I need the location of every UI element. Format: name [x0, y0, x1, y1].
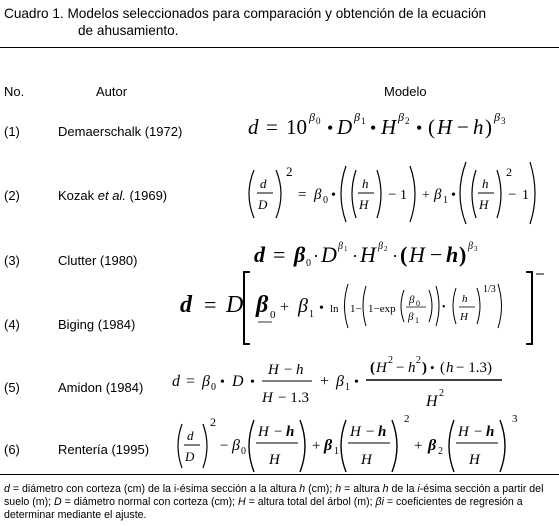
svg-text:β: β [309, 110, 315, 124]
svg-text:1: 1 [400, 188, 407, 203]
svg-text:H: H [361, 452, 372, 468]
row-2-number: (2) [4, 188, 20, 203]
svg-text:1: 1 [522, 188, 529, 203]
svg-text:•: • [416, 118, 423, 138]
svg-text:H: H [268, 362, 279, 378]
svg-text:H: H [409, 242, 425, 267]
svg-text:•: • [319, 301, 324, 316]
table-caption [4, 5, 556, 39]
svg-text:1: 1 [309, 309, 314, 320]
svg-text:−: − [388, 187, 397, 203]
row-1-author: Demaerschalk (1972) [58, 124, 183, 139]
svg-text:H: H [437, 115, 453, 139]
svg-text:1: 1 [344, 245, 348, 253]
svg-text:+: + [312, 438, 321, 454]
equation-4 [180, 268, 550, 348]
svg-text:β: β [378, 241, 383, 252]
svg-text:−: − [396, 360, 405, 376]
svg-text:2: 2 [404, 413, 410, 425]
svg-text:h: h [378, 424, 387, 440]
svg-text:0: 0 [416, 299, 420, 308]
svg-text:h: h [408, 360, 416, 376]
svg-text:d: d [254, 242, 265, 267]
svg-text:=: = [273, 242, 286, 267]
svg-text:(: ( [370, 360, 375, 376]
svg-text:h: h [286, 424, 295, 440]
svg-text:H: H [258, 424, 269, 440]
svg-text:(: ( [440, 360, 445, 376]
svg-text:h: h [482, 176, 489, 191]
svg-text:β: β [314, 187, 322, 203]
svg-text:1: 1 [334, 446, 339, 457]
svg-text:H: H [262, 390, 273, 406]
svg-text:0: 0 [306, 258, 311, 269]
svg-text:d: d [187, 428, 194, 443]
row-3-number: (3) [4, 253, 20, 268]
svg-text:0: 0 [211, 382, 216, 393]
row-1-number: (1) [4, 124, 20, 139]
svg-text:0: 0 [241, 446, 246, 457]
svg-text:h: h [486, 424, 495, 440]
svg-text:β: β [434, 187, 442, 203]
svg-text:D: D [185, 449, 195, 464]
svg-text:•: • [331, 188, 336, 203]
svg-text:D: D [258, 197, 268, 212]
header-modelo: Modelo [384, 84, 427, 99]
svg-text:(: ( [428, 115, 435, 139]
svg-text:h: h [362, 176, 369, 191]
svg-text:·: · [392, 246, 398, 266]
svg-text:0: 0 [270, 309, 276, 321]
svg-text:−: − [457, 115, 469, 139]
svg-text:•: • [220, 375, 225, 390]
svg-text:•: • [370, 118, 377, 138]
svg-text:1−exp: 1−exp [368, 303, 396, 315]
svg-text:2: 2 [384, 245, 388, 253]
svg-text:H: H [469, 452, 480, 468]
top-rule [0, 47, 559, 48]
svg-text:β: β [336, 373, 344, 390]
svg-text:2: 2 [210, 415, 216, 429]
svg-text:2: 2 [506, 165, 512, 179]
svg-text:− 1.3: − 1.3 [278, 390, 309, 406]
svg-text:−: − [284, 362, 293, 378]
svg-text:D: D [321, 242, 337, 267]
svg-text:2: 2 [286, 164, 293, 179]
svg-text:10: 10 [286, 115, 307, 139]
svg-text:β: β [409, 294, 415, 306]
svg-text:β: β [428, 437, 437, 454]
svg-text:): ) [485, 115, 492, 139]
svg-text:1: 1 [443, 195, 448, 206]
svg-text:): ) [459, 242, 467, 267]
svg-text:H: H [458, 424, 469, 440]
svg-text:0: 0 [316, 116, 321, 126]
svg-text:•: • [442, 302, 446, 313]
svg-text:h: h [446, 242, 459, 267]
svg-text:−: − [430, 242, 443, 267]
svg-text:1−: 1− [350, 303, 362, 315]
equation-5 [166, 352, 550, 414]
svg-text:+: + [280, 299, 290, 316]
svg-text:1: 1 [345, 382, 350, 393]
svg-text:H: H [460, 311, 468, 323]
svg-text:β: β [468, 241, 473, 252]
svg-text:D: D [226, 292, 244, 318]
footnote: d = diámetro con corteza (cm) de la i-ésima sección a la altura h (cm); h = altura h de la i-ésima sección a partir del suelo (m); D = diámetro normal con corteza (cm); H = altura total del árbol (m); βi = coeficientes de regresión a determinar mediante el ajuste. [4, 483, 544, 521]
svg-text:β: β [298, 295, 308, 317]
svg-text:2: 2 [438, 446, 443, 457]
svg-text:2: 2 [416, 355, 421, 366]
svg-text:•: • [430, 360, 435, 375]
svg-text:3: 3 [512, 413, 518, 425]
equation-3 [240, 232, 540, 272]
svg-text:h: h [462, 293, 468, 305]
svg-text:d: d [248, 115, 259, 139]
svg-text:d: d [172, 373, 180, 390]
svg-text:=: = [186, 373, 196, 390]
row-3-author: Clutter (1980) [58, 253, 138, 268]
svg-text:β: β [354, 110, 360, 124]
svg-text:+: + [422, 188, 430, 203]
equation-1 [240, 104, 540, 144]
svg-text:2: 2 [405, 116, 410, 126]
svg-text:•: • [354, 375, 359, 390]
svg-text:β: β [202, 373, 210, 390]
svg-text:ln: ln [330, 303, 339, 315]
svg-text:h: h [473, 115, 484, 139]
svg-text:H: H [376, 360, 387, 376]
svg-text:H: H [426, 393, 438, 410]
row-6-number: (6) [4, 442, 20, 457]
svg-text:+: + [414, 438, 423, 454]
equation-6 [170, 412, 554, 474]
svg-text:·: · [313, 246, 319, 266]
svg-text:=: = [266, 115, 278, 139]
svg-text:3: 3 [501, 116, 506, 126]
caption-line-2: de ahusamiento. [78, 23, 179, 38]
header-autor: Autor [96, 84, 128, 99]
row-6-author: Rentería (1995) [58, 442, 150, 457]
svg-text:): ) [422, 360, 427, 376]
svg-text:β: β [494, 110, 500, 124]
row-5-author: Amidon (1984) [58, 380, 144, 395]
svg-text:−: − [508, 187, 517, 203]
svg-text:=: = [204, 292, 217, 317]
svg-text:d: d [260, 176, 267, 191]
svg-text:3: 3 [474, 245, 478, 253]
svg-text:− 1.3): − 1.3) [456, 360, 492, 376]
svg-text:H: H [479, 197, 489, 212]
svg-text:0: 0 [323, 195, 328, 206]
svg-text:H: H [359, 197, 369, 212]
svg-text:+: + [320, 373, 330, 390]
svg-text:d: d [180, 292, 192, 318]
svg-text:D: D [232, 373, 244, 390]
svg-text:2: 2 [439, 388, 444, 399]
svg-text:−: − [366, 424, 375, 440]
svg-text:H: H [381, 115, 397, 139]
svg-text:1/3: 1/3 [483, 284, 496, 295]
svg-text:−: − [274, 424, 283, 440]
header-no: No. [4, 84, 25, 99]
row-4-author: Biging (1984) [58, 317, 136, 332]
svg-text:β: β [294, 242, 306, 267]
row-2-author: Kozak et al. (1969) [58, 188, 168, 203]
svg-text:H: H [360, 242, 376, 267]
svg-text:β: β [408, 311, 414, 323]
row-4-number: (4) [4, 317, 20, 332]
svg-text:h: h [446, 360, 454, 376]
svg-text:β: β [232, 437, 240, 454]
svg-text:H: H [269, 452, 280, 468]
svg-text:H: H [350, 424, 361, 440]
svg-text:h: h [296, 362, 304, 378]
svg-text:−: − [474, 424, 483, 440]
svg-text:β: β [338, 241, 343, 252]
svg-text:−: − [220, 438, 229, 454]
svg-text:·: · [352, 246, 358, 266]
svg-text:2: 2 [388, 355, 393, 366]
svg-text:1: 1 [361, 116, 366, 126]
svg-text:1: 1 [415, 316, 419, 325]
svg-text:β: β [256, 292, 269, 318]
row-5-number: (5) [4, 380, 20, 395]
svg-text:D: D [337, 115, 353, 139]
svg-text:(: ( [400, 242, 408, 267]
svg-text:=: = [298, 187, 307, 203]
svg-text:•: • [327, 118, 334, 138]
equation-2 [240, 158, 540, 226]
svg-text:β: β [398, 110, 404, 124]
caption-line-1: Cuadro 1. Modelos seleccionados para comparación y obtención de la ecuación [4, 6, 487, 21]
svg-text:•: • [451, 188, 456, 203]
svg-text:•: • [250, 375, 255, 390]
svg-text:β: β [324, 437, 333, 454]
bottom-rule [0, 474, 559, 475]
